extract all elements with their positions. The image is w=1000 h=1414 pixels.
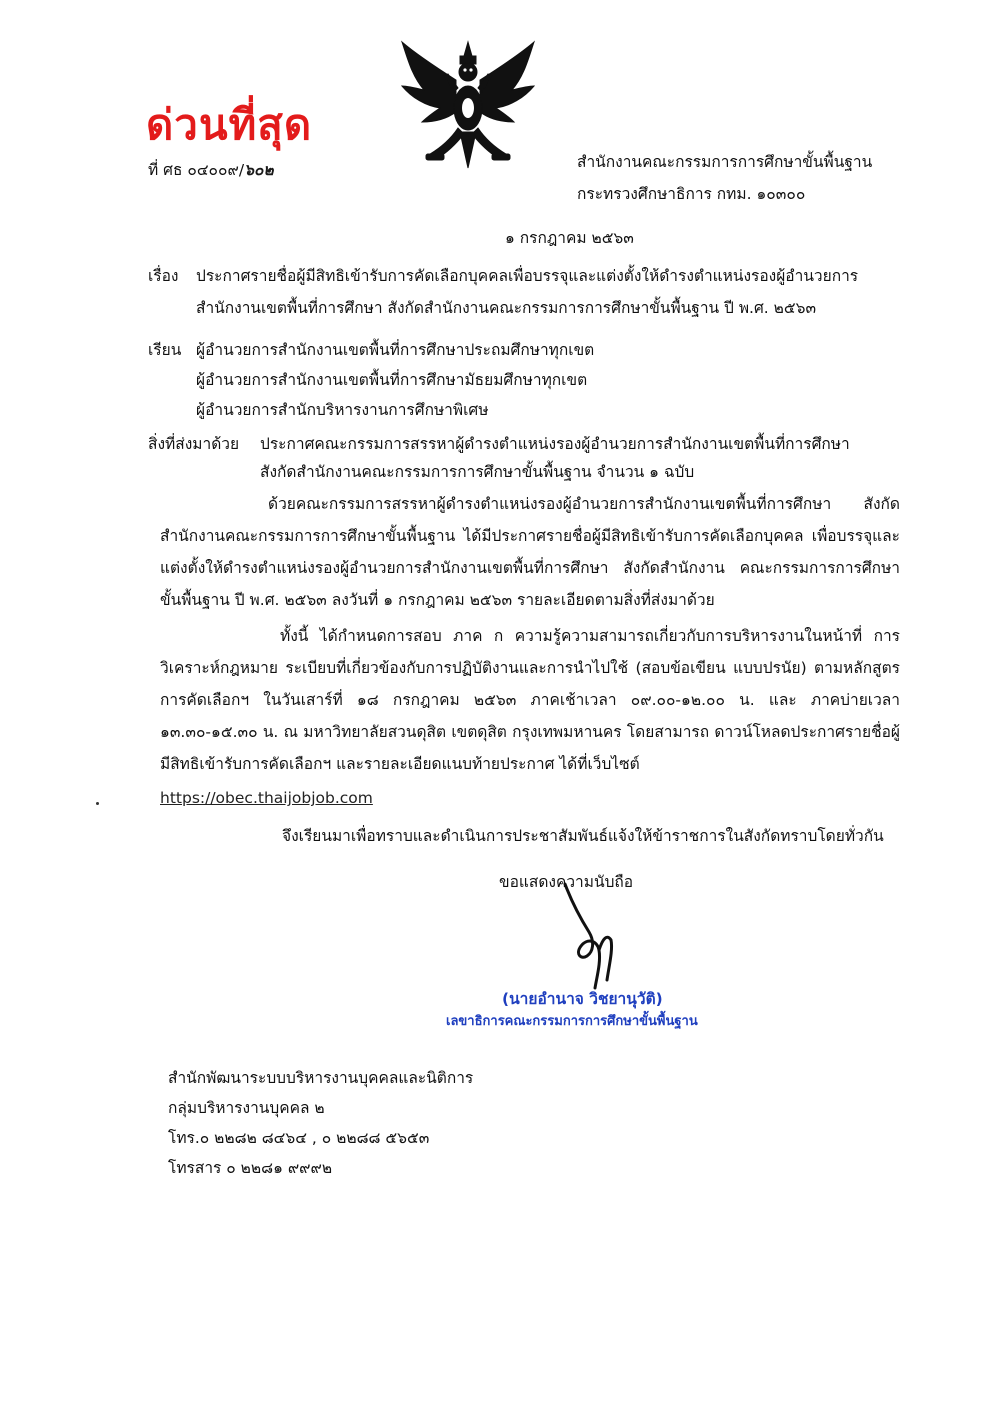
office-name: สำนักงานคณะกรรมการการศึกษาขั้นพื้นฐาน bbox=[577, 153, 873, 171]
stray-mark bbox=[96, 802, 99, 805]
recipient-item: ผู้อำนวยการสำนักงานเขตพื้นที่การศึกษาประถมศึกษาทุกเขต bbox=[196, 341, 595, 359]
letter-date: ๑ กรกฎาคม ๒๕๖๓ bbox=[505, 229, 634, 247]
recipients-label: เรียน bbox=[148, 341, 182, 359]
recipient-item: ผู้อำนวยการสำนักบริหารงานการศึกษาพิเศษ bbox=[196, 401, 489, 419]
enclosure-line-2: สังกัดสำนักงานคณะกรรมการการศึกษาขั้นพื้นฐาน จำนวน ๑ ฉบับ bbox=[260, 463, 695, 481]
footer-unit: สำนักพัฒนาระบบบริหารงานบุคคลและนิติการ bbox=[168, 1069, 474, 1087]
document-number-handwritten: ๖๐๒ bbox=[244, 161, 274, 179]
garuda-emblem-icon bbox=[394, 36, 542, 174]
document-number bbox=[148, 160, 274, 180]
subject-line-2: สำนักงานเขตพื้นที่การศึกษา สังกัดสำนักงานคณะกรรมการการศึกษาขั้นพื้นฐาน ปี พ.ศ. ๒๕๖๓ bbox=[196, 299, 817, 317]
office-address: กระทรวงศึกษาธิการ กทม. ๑๐๓๐๐ bbox=[577, 185, 806, 203]
subject-line-1: ประกาศรายชื่อผู้มีสิทธิเข้ารับการคัดเลือกบุคคลเพื่อบรรจุและแต่งตั้งให้ดำรงตำแหน่งรองผู้อำนวยการ bbox=[196, 267, 859, 285]
document-number-prefix: ที่ ศธ ๐๔๐๐๙/ bbox=[148, 161, 245, 179]
body-paragraph-2: ทั้งนี้ ได้กำหนดการสอบ ภาค ก ความรู้ความสามารถเกี่ยวกับการบริหารงานในหน้าที่ การวิเคราะห์กฎหมาย ระเบียบที่เกี่ยวข้องกับการปฏิบัติงานและการนำไปใช้ (สอบข้อเขียน แบบปรนัย) ตามหลักสูตรการคัดเลือกฯ ในวันเสาร์ที่ ๑๘ กรกฎาคม ๒๕๖๓ ภาคเช้าเวลา ๐๙.๐๐-๑๒.๐๐ น. และ ภาคบ่ายเวลา ๑๓.๓๐-๑๕.๓๐ น. ณ มหาวิทยาลัยสวนดุสิต เขตดุสิต กรุงเทพมหานคร โดยสามารถ ดาวน์โหลดประกาศรายชื่อผู้มีสิทธิเข้ารับการคัดเลือกฯ และรายละเอียดแนบท้ายประกาศ ได้ที่เว็บไซต์ bbox=[160, 627, 900, 773]
signatory-name: (นายอำนาจ วิชยานุวัติ) bbox=[502, 990, 663, 1008]
signatory-title: เลขาธิการคณะกรรมการการศึกษาขั้นพื้นฐาน bbox=[446, 1014, 698, 1029]
body-paragraph-1: ด้วยคณะกรรมการสรรหาผู้ดำรงตำแหน่งรองผู้อำนวยการสำนักงานเขตพื้นที่การศึกษา สังกัดสำนักงานคณะกรรมการการศึกษาขั้นพื้นฐาน ได้มีประกาศรายชื่อผู้มีสิทธิเข้ารับการคัดเลือกบุคคล เพื่อบรรจุและแต่งตั้งให้ดำรงตำแหน่งรองผู้อำนวยการสำนักงานเขตพื้นที่การศึกษา สังกัดสำนักงาน คณะกรรมการการศึกษาขั้นพื้นฐาน ปี พ.ศ. ๒๕๖๓ ลงวันที่ ๑ กรกฎาคม ๒๕๖๓ รายละเอียดตามสิ่งที่ส่งมาด้วย bbox=[160, 495, 900, 609]
closing-phrase: ขอแสดงความนับถือ bbox=[499, 873, 634, 891]
urgency-stamp: ด่วนที่สุด bbox=[146, 100, 313, 149]
enclosure-line-1: ประกาศคณะกรรมการสรรหาผู้ดำรงตำแหน่งรองผู้อำนวยการสำนักงานเขตพื้นที่การศึกษา bbox=[260, 435, 850, 453]
footer-group: กลุ่มบริหารงานบุคคล ๒ bbox=[168, 1099, 325, 1117]
footer-phone: โทร.๐ ๒๒๘๒ ๘๔๖๔ , ๐ ๒๒๘๘ ๕๖๕๓ bbox=[168, 1129, 430, 1147]
website-link[interactable] bbox=[160, 788, 373, 808]
body-paragraph-3: จึงเรียนมาเพื่อทราบและดำเนินการประชาสัมพันธ์แจ้งให้ข้าราชการในสังกัดทราบโดยทั่วกัน bbox=[282, 827, 884, 845]
website-link-text[interactable]: https://obec.thaijobjob.com bbox=[160, 789, 373, 807]
enclosure-label: สิ่งที่ส่งมาด้วย bbox=[148, 435, 240, 453]
subject-label: เรื่อง bbox=[148, 267, 179, 285]
recipient-item: ผู้อำนวยการสำนักงานเขตพื้นที่การศึกษามัธยมศึกษาทุกเขต bbox=[196, 371, 588, 389]
handwritten-signature-icon bbox=[545, 880, 655, 995]
footer-fax: โทรสาร ๐ ๒๒๘๑ ๙๙๙๒ bbox=[168, 1159, 333, 1177]
